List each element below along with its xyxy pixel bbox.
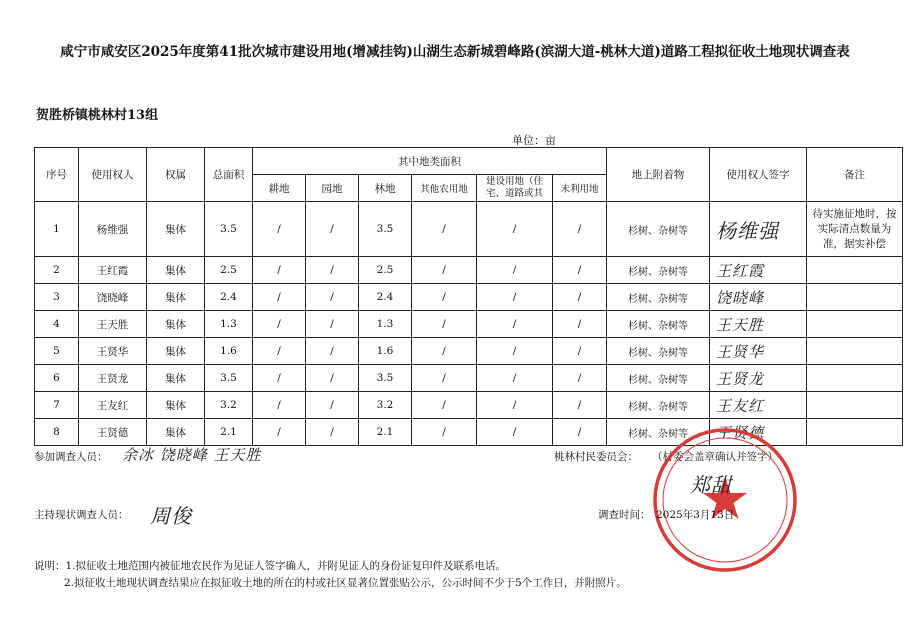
table-row [35, 338, 903, 365]
cell-right: 集体 [147, 311, 205, 338]
cell-attach: 杉树、杂树等 [607, 365, 710, 392]
cell-unused: / [553, 202, 607, 257]
cell-remark-empty [807, 311, 903, 338]
cell-total: 3.5 [205, 365, 253, 392]
cell-construction: / [477, 392, 553, 419]
cell-total: 1.3 [205, 311, 253, 338]
committee-label: 桃林村民委员会： [554, 451, 638, 463]
cell-total: 2.5 [205, 257, 253, 284]
table-row [35, 365, 903, 392]
cell-total: 3.5 [205, 202, 253, 257]
header-land-type-group: 其中地类面积 [253, 148, 607, 175]
note-line-1: 说明：1.拟征收土地范围内被征地农民作为见证人签字确人，并附见证人的身份证复印件及联系电话。 [34, 560, 507, 572]
host-label: 主持现状调查人员： [34, 509, 129, 521]
cell-other-agri: / [412, 284, 477, 311]
cell-remark-empty [807, 257, 903, 284]
cell-seq: 2 [35, 257, 79, 284]
cell-seq: 6 [35, 365, 79, 392]
host-signature: 周俊 [150, 504, 192, 528]
cell-garden: / [306, 257, 359, 284]
document-title: 咸宁市咸安区2025年度第41批次城市建设用地(增减挂钩)山湖生态新城碧峰路(滨湖大道-桃林大道)道路工程拟征收土地现状调查表 [60, 44, 850, 60]
committee-signature: 郑甜 [690, 473, 732, 497]
cell-owner: 饶晓峰 [79, 284, 147, 311]
date-value: 2025年3月13日 [656, 509, 735, 521]
header-total: 总面积 [205, 148, 253, 202]
table-row [35, 392, 903, 419]
header-forest: 林地 [359, 175, 412, 202]
cell-unused: / [553, 419, 607, 446]
cell-arable: / [253, 257, 306, 284]
cell-arable: / [253, 311, 306, 338]
cell-garden: / [306, 311, 359, 338]
cell-owner: 王友红 [79, 392, 147, 419]
cell-other-agri: / [412, 311, 477, 338]
cell-right: 集体 [147, 257, 205, 284]
cell-attach: 杉树、杂树等 [607, 311, 710, 338]
cell-right: 集体 [147, 392, 205, 419]
cell-seq: 4 [35, 311, 79, 338]
cell-garden: / [306, 338, 359, 365]
cell-forest: 1.6 [359, 338, 412, 365]
cell-construction: / [477, 257, 553, 284]
cell-arable: / [253, 338, 306, 365]
cell-unused: / [553, 365, 607, 392]
header-unused: 未利用地 [553, 175, 607, 202]
cell-garden: / [306, 419, 359, 446]
cell-arable: / [253, 202, 306, 257]
cell-sign: 王红霞 [710, 257, 807, 284]
cell-unused: / [553, 257, 607, 284]
header-right: 权属 [147, 148, 205, 202]
cell-arable: / [253, 284, 306, 311]
cell-other-agri: / [412, 257, 477, 284]
date-label: 调查时间： [598, 509, 651, 521]
cell-unused: / [553, 311, 607, 338]
cell-unused: / [553, 392, 607, 419]
cell-unused: / [553, 284, 607, 311]
table-row [35, 311, 903, 338]
cell-seq: 7 [35, 392, 79, 419]
cell-owner: 王红霞 [79, 257, 147, 284]
cell-sign: 王友红 [710, 392, 807, 419]
cell-other-agri: / [412, 392, 477, 419]
header-attachments: 地上附着物 [607, 148, 710, 202]
cell-seq: 5 [35, 338, 79, 365]
cell-unused: / [553, 338, 607, 365]
cell-construction: / [477, 202, 553, 257]
cell-forest: 3.5 [359, 202, 412, 257]
header-seq: 序号 [35, 148, 79, 202]
cell-arable: / [253, 392, 306, 419]
cell-right: 集体 [147, 338, 205, 365]
cell-construction: / [477, 338, 553, 365]
cell-right: 集体 [147, 419, 205, 446]
cell-seq: 1 [35, 202, 79, 257]
table-row [35, 257, 903, 284]
cell-forest: 2.5 [359, 257, 412, 284]
header-owner: 使用权人 [79, 148, 147, 202]
cell-other-agri: / [412, 365, 477, 392]
table-row [35, 202, 903, 257]
header-other-agri: 其他农用地 [412, 175, 477, 202]
participants-signature: 余冰 饶晓峰 王天胜 [122, 446, 262, 464]
cell-attach: 杉树、杂树等 [607, 338, 710, 365]
cell-remark-empty [807, 365, 903, 392]
cell-other-agri: / [412, 202, 477, 257]
cell-sign: 王贤龙 [710, 365, 807, 392]
village-committee-seal [650, 425, 800, 575]
header-garden: 园地 [306, 175, 359, 202]
cell-sign: 饶晓峰 [710, 284, 807, 311]
cell-remark-empty [807, 284, 903, 311]
cell-sign: 杨维强 [710, 202, 807, 257]
cell-attach: 杉树、杂树等 [607, 419, 710, 446]
cell-garden: / [306, 284, 359, 311]
header-construction: 建设用地（住宅、道路或其 [477, 175, 553, 202]
cell-remark-empty [807, 392, 903, 419]
table-row [35, 284, 903, 311]
land-survey-table [34, 147, 903, 446]
cell-right: 集体 [147, 365, 205, 392]
cell-owner: 王天胜 [79, 311, 147, 338]
cell-forest: 2.4 [359, 284, 412, 311]
header-arable: 耕地 [253, 175, 306, 202]
cell-right: 集体 [147, 202, 205, 257]
cell-attach: 杉树、杂树等 [607, 392, 710, 419]
cell-remark: 待实施征地时，按实际清点数量为准，据实补偿 [807, 202, 903, 257]
cell-sign: 王天胜 [710, 311, 807, 338]
cell-seq: 8 [35, 419, 79, 446]
cell-total: 2.4 [205, 284, 253, 311]
cell-total: 2.1 [205, 419, 253, 446]
cell-garden: / [306, 392, 359, 419]
cell-remark-empty [807, 338, 903, 365]
cell-forest: 3.2 [359, 392, 412, 419]
cell-forest: 3.5 [359, 365, 412, 392]
cell-other-agri: / [412, 338, 477, 365]
cell-construction: / [477, 365, 553, 392]
header-signature: 使用权人签字 [710, 148, 807, 202]
cell-sign: 王贤华 [710, 338, 807, 365]
cell-owner: 王贤华 [79, 338, 147, 365]
cell-other-agri: / [412, 419, 477, 446]
cell-garden: / [306, 202, 359, 257]
cell-seq: 3 [35, 284, 79, 311]
cell-attach: 杉树、杂树等 [607, 257, 710, 284]
cell-attach: 杉树、杂树等 [607, 202, 710, 257]
cell-construction: / [477, 419, 553, 446]
cell-arable: / [253, 365, 306, 392]
header-remark: 备注 [807, 148, 903, 202]
cell-forest: 2.1 [359, 419, 412, 446]
cell-arable: / [253, 419, 306, 446]
cell-remark-empty [807, 419, 903, 446]
cell-owner: 杨维强 [79, 202, 147, 257]
committee-note: （村委会盖章确认并签字） [652, 451, 778, 463]
cell-construction: / [477, 284, 553, 311]
cell-forest: 1.3 [359, 311, 412, 338]
participants-label: 参加调查人员： [34, 451, 108, 463]
cell-owner: 王贤德 [79, 419, 147, 446]
cell-total: 3.2 [205, 392, 253, 419]
cell-owner: 王贤龙 [79, 365, 147, 392]
cell-right: 集体 [147, 284, 205, 311]
note-line-2: 2.拟征收土地现状调查结果应在拟征收土地的所在的村或社区显著位置张贴公示，公示时间不少于5个工作日，并附照片。 [64, 577, 627, 589]
cell-total: 1.6 [205, 338, 253, 365]
village-group-name: 贺胜桥镇桃林村13组 [36, 108, 159, 123]
cell-attach: 杉树、杂树等 [607, 284, 710, 311]
cell-construction: / [477, 311, 553, 338]
notes-block [34, 558, 627, 592]
cell-garden: / [306, 365, 359, 392]
cell-sign: 王贤德 [710, 419, 807, 446]
unit-label: 单位：亩 [512, 134, 556, 147]
